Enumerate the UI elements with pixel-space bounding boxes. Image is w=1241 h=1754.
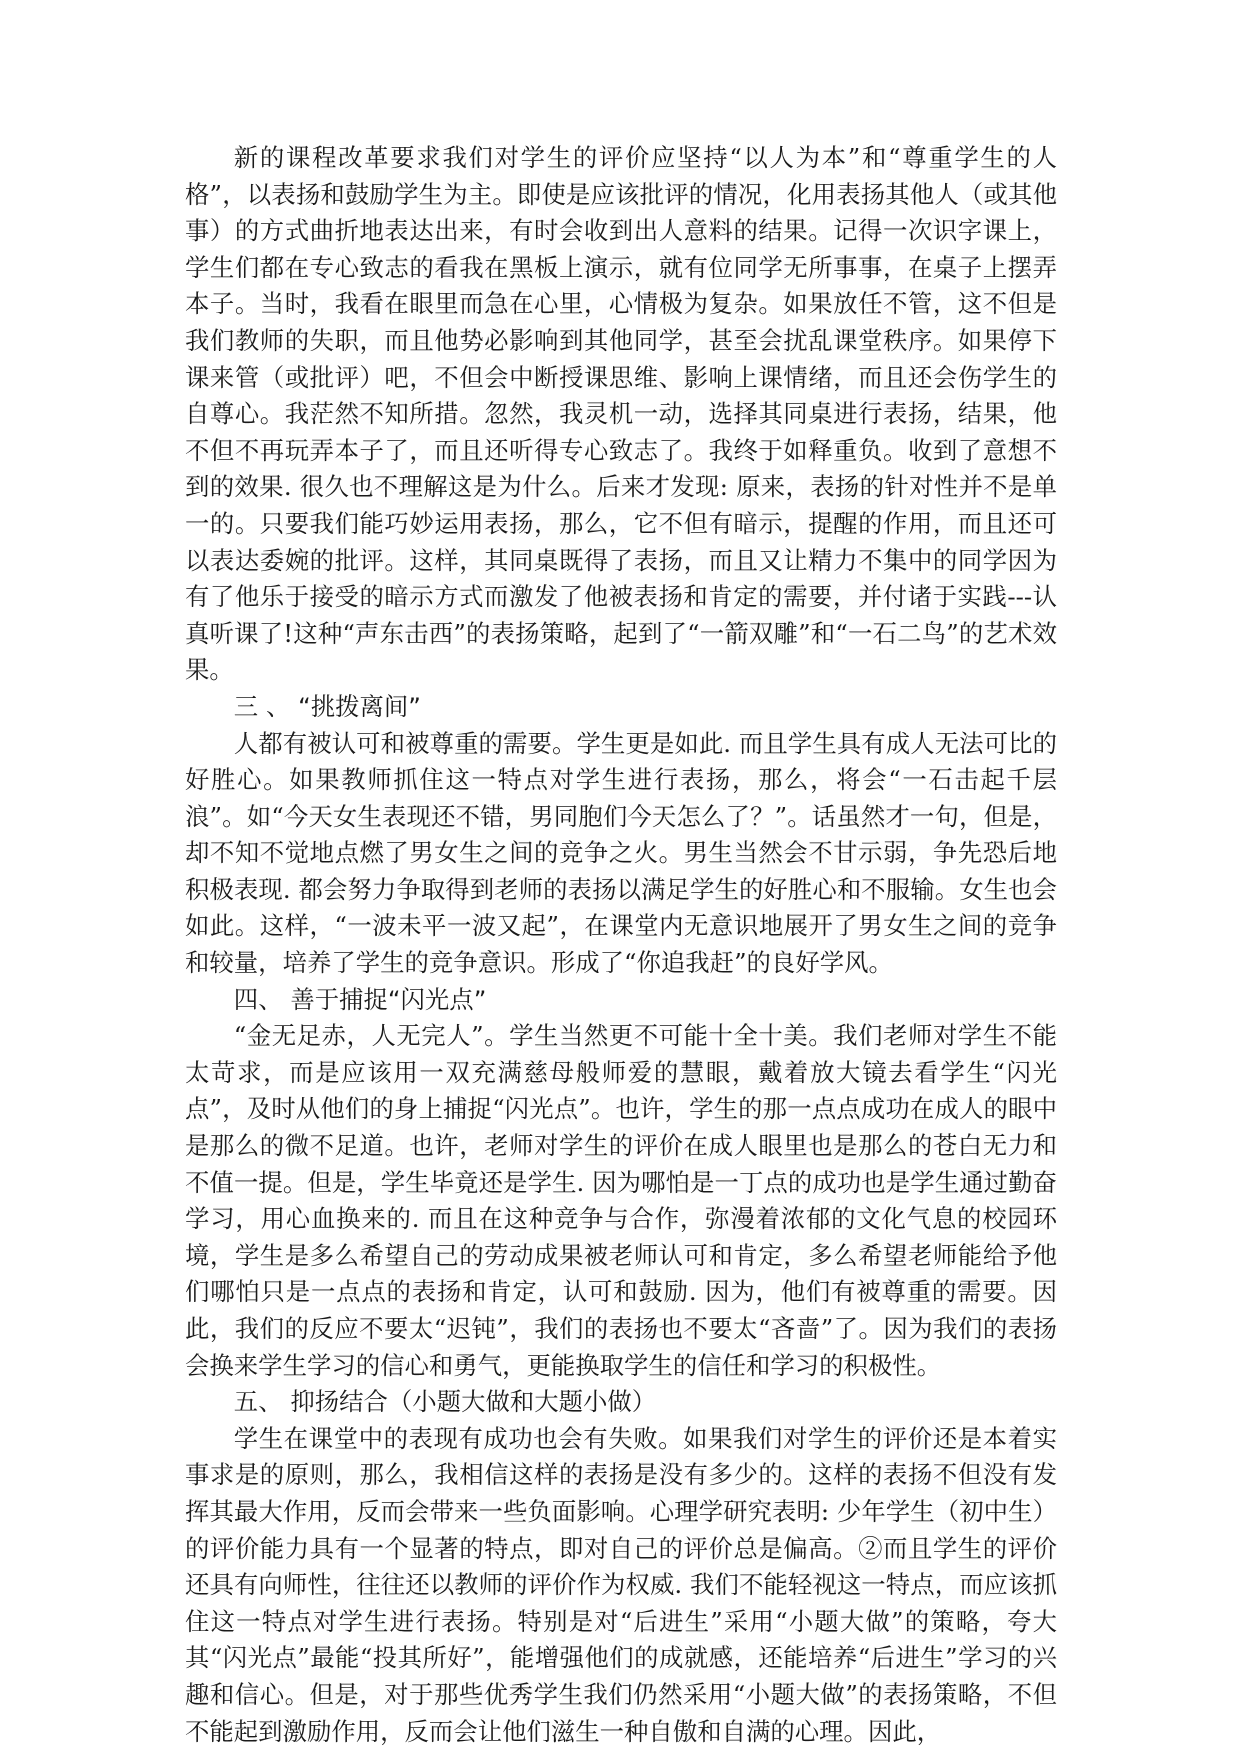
paragraph-praise-indirect: 新的课程改革要求我们对学生的评价应坚持“以人为本”和“尊重学生的人格”，以表扬和鼓励学生为主。即使是应该批评的情况，化用表扬其他人（或其他事）的方式曲折地表达出来，有时会收到出人意料的结果。记得一次识字课上，学生们都在专心致志的看我在黑板上演示，就有位同学无所事事，在桌子上摆弄本子。当时，我看在眼里而急在心里，心情极为复杂。如果放任不管，这不但是我们教师的失职，而且他势必影响到其他同学，甚至会扰乱课堂秩序。如果停下课来管（或批评）吧，不但会中断授课思维、影响上课情绪，而且还会伤学生的自尊心。我茫然不知所措。忽然，我灵机一动，选择其同桌进行表扬，结果，他不但不再玩弄本子了，而且还听得专心致志了。我终于如释重负。收到了意想不到的效果. 很久也不理解这是为什么。后来才发现: 原来，表扬的针对性并不是单一的。只要我们能巧妙运用表扬，那么，它不但有暗示，提醒的作用，而且还可以表达委婉的批评。这样，其同桌既得了表扬，而且又让精力不集中的同学因为有了他乐于接受的暗示方式而激发了他被表扬和肯定的需要，并付诸于实践---认真听课了!这种“声东击西”的表扬策略，起到了“一箭双雕”和“一石二鸟”的艺术效果。: [185, 143, 1057, 685]
document-page: [185, 140, 1057, 1750]
paragraph-competition: 人都有被认可和被尊重的需要。学生更是如此. 而且学生具有成人无法可比的好胜心。如果教师抓住这一特点对学生进行表扬，那么，将会“一石击起千层浪”。如“今天女生表现还不错，男同胞们今天怎么了？”。话虽然才一句，但是，却不知不觉地点燃了男女生之间的竞争之火。男生当然会不甘示弱，争先恐后地积极表现. 都会努力争取得到老师的表扬以满足学生的好胜心和不服输。女生也会如此。这样，“一波未平一波又起”，在课堂内无意识地展开了男女生之间的竞争和较量，培养了学生的竞争意识。形成了“你追我赶”的良好学风。: [185, 728, 1057, 978]
section-heading-5: 五、 抑扬结合（小题大做和大题小做）: [233, 1387, 657, 1417]
paragraph-balance: 学生在课堂中的表现有成功也会有失败。如果我们对学生的评价还是本着实事求是的原则，那么，我相信这样的表扬是没有多少的。这样的表扬不但没有发挥其最大作用，反而会带来一些负面影响。心理学研究表明: 少年学生（初中生）的评价能力具有一个显著的特点，即对自己的评价总是偏高。②而且学生的评价还具有向师性，往往还以教师的评价作为权威. 我们不能轻视这一特点，而应该抓住这一特点对学生进行表扬。特别是对“后进生”采用“小题大做”的策略，夸大其“闪光点”最能“投其所好”，能增强他们的成就感，还能培养“后进生”学习的兴趣和信心。但是，对于那些优秀学生我们仍然采用“小题大做”的表扬策略，不但不能起到激励作用，反而会让他们滋生一种自傲和自满的心理。因此，: [185, 1423, 1057, 1746]
section-heading-3: 三 、 “挑拨离间”: [233, 691, 421, 721]
paragraph-bright-spots: “金无足赤，人无完人”。学生当然更不可能十全十美。我们老师对学生不能太苛求，而是应该用一双充满慈母般师爱的慧眼，戴着放大镜去看学生“闪光点”，及时从他们的身上捕捉“闪光点”。也许，学生的那一点点成功在成人的眼中是那么的微不足道。也许，老师对学生的评价在成人眼里也是那么的苍白无力和不值一提。但是，学生毕竟还是学生. 因为哪怕是一丁点的成功也是学生通过勤奋学习，用心血换来的. 而且在这种竞争与合作，弥漫着浓郁的文化气息的校园环境，学生是多么希望自己的劳动成果被老师认可和肯定，多么希望老师能给予他们哪怕只是一点点的表扬和肯定，认可和鼓励. 因为，他们有被尊重的需要。因此，我们的反应不要太“迟钝”，我们的表扬也不要太“吝啬”了。因为我们的表扬会换来学生学习的信心和勇气，更能换取学生的信任和学习的积极性。: [185, 1021, 1057, 1380]
section-heading-4: 四、 善于捕捉“闪光点”: [233, 984, 487, 1014]
